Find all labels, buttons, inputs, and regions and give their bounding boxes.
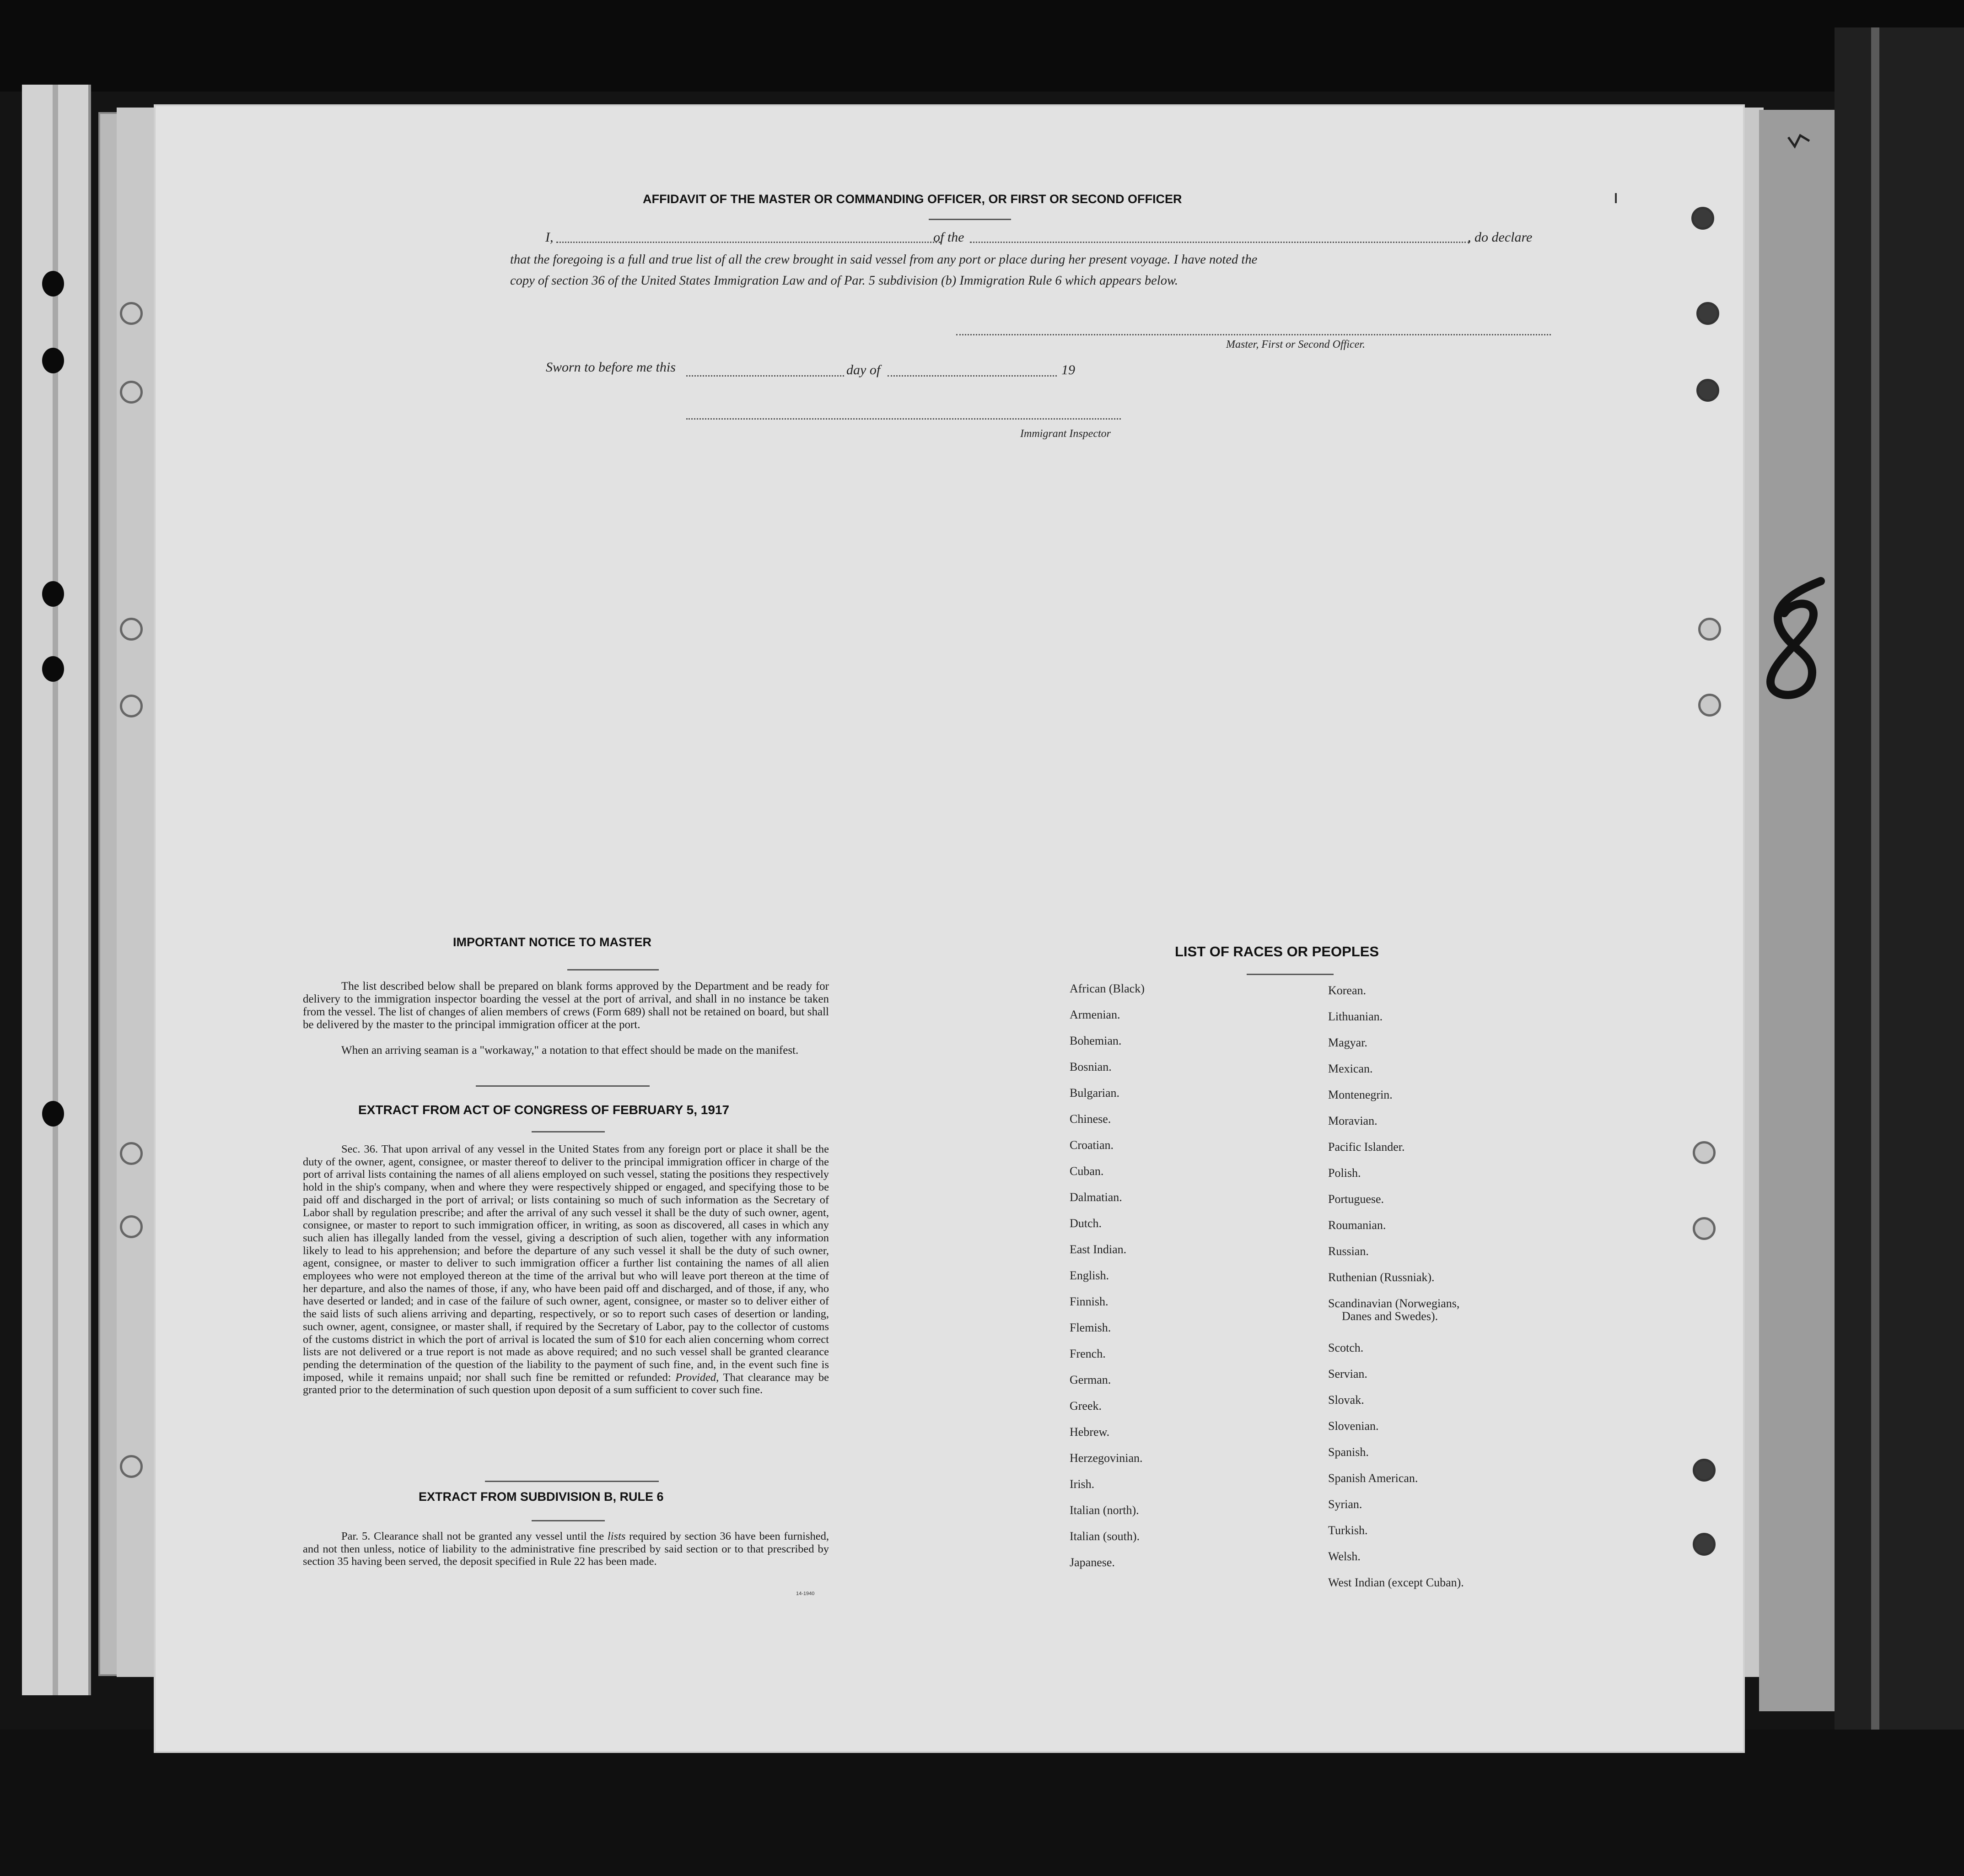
sworn-day-line [686, 375, 844, 377]
notice-divider [476, 1085, 650, 1087]
handwritten-page-number-8 [1752, 572, 1844, 709]
race-list-item: Bohemian. [1070, 1034, 1122, 1047]
race-list-item: Bulgarian. [1070, 1086, 1120, 1100]
race-list-item: East Indian. [1070, 1243, 1127, 1256]
race-list-item: West Indian (except Cuban). [1328, 1576, 1464, 1589]
race-list-item: Croatian. [1070, 1138, 1114, 1152]
race-list-item: Flemish. [1070, 1321, 1111, 1334]
race-list-item: Spanish American. [1328, 1472, 1418, 1485]
race-list-item: French. [1070, 1347, 1106, 1360]
punch-hole [42, 271, 64, 296]
name-field-line [556, 242, 941, 243]
race-list-item: African (Black) [1070, 982, 1145, 995]
race-list-item: Syrian. [1328, 1498, 1362, 1511]
binder-ring-icon [120, 1215, 143, 1238]
affidavit-line-3: copy of section 36 of the United States Immigration Law and of Par. 5 subdivision (b) Immigration Rule 6 which appears below. [510, 274, 1178, 288]
binder-ring-icon [1696, 302, 1719, 325]
sec-36-body: That upon arrival of any vessel in the United States from any foreign port or place it shall be the duty of the owner, agent, consignee, or master thereof to deliver to the principal immigration officer in charge of the port of arrival lists containing the names of all aliens employed on such vessel, stating the positions they respectively hold in the ship's company, when and where they were respectively shipped or engaged, and specifying those to be paid off and discharged in the port of arrival; or lists containing so much of such information as the Secretary of Labor shall by regulation prescribe; and after the arrival of any such vessel it shall be the duty of such owner, agent, consignee, or master to report to such immigration officer, in writing, as soon as discovered, all cases in which any such alien has illegally landed from the vessel, giving a description of such alien, together with any information likely to lead to his apprehension; and before the departure of any such vessel it shall be the duty of such owner, agent, consignee, or master to deliver to such immigration officer a further list containing the names of all alien employees who were not employed thereon at the time of the arrival but who will leave port thereon at the time of her departure, and also the names of those, if any, who have been paid off and discharged, and of those, if any, who have deserted or landed; and in case of the failure of such owner, agent, consignee, or master so to deliver either of the said lists of such aliens arriving and departing, respectively, or so to report such cases of desertion or landing, such owner, agent, consignee, or master shall, if required by the Secretary of Labor, pay to the collector of customs of the customs district in which the port of arrival is located the sum of $10 for each alien concerning whom correct lists are not delivered or a true report is not made as above required; and no such vessel shall be granted clearance pending the determination of the question of the liability to the payment of such fine, and, in the event such fine is imposed, while it remains unpaid; nor shall such fine be remitted or refunded: [303, 1143, 829, 1384]
rule-extract-title: EXTRACT FROM SUBDIVISION B, RULE 6 [419, 1490, 664, 1504]
page-tick-mark [1615, 193, 1617, 203]
master-signature-line [956, 334, 1551, 335]
sec-36-end: That clearance may be granted prior to the determination of such question upon deposit of a sum sufficient to cover such fine. [303, 1371, 829, 1396]
race-list-item: Hebrew. [1070, 1425, 1110, 1439]
left-strip-fold [53, 85, 58, 1695]
inspector-signature-line [686, 418, 1121, 420]
race-list-item: Italian (north). [1070, 1504, 1139, 1517]
punch-hole [42, 348, 64, 373]
right-sheet-edge [1759, 110, 1835, 1711]
race-list-item: Montenegrin. [1328, 1088, 1393, 1101]
sec-36-label: Sec. 36. [341, 1143, 378, 1155]
races-right-column [1328, 984, 1648, 1606]
race-list-item: English. [1070, 1269, 1109, 1282]
races-title: LIST OF RACES OR PEOPLES [1175, 943, 1379, 960]
race-list-item: Russian. [1328, 1245, 1369, 1258]
race-list-item: Slovak. [1328, 1393, 1364, 1407]
race-list-item: Greek. [1070, 1399, 1102, 1412]
rule-extract-rule [532, 1520, 605, 1521]
race-list-item: Japanese. [1070, 1556, 1115, 1569]
binder-bar [1871, 27, 1879, 1876]
race-list-item: Roumanian. [1328, 1218, 1386, 1232]
provided-label: Provided, [675, 1371, 719, 1384]
scanner-backdrop-right [1835, 27, 1964, 1876]
form-code: 14-1940 [796, 1591, 815, 1596]
punch-hole [42, 1101, 64, 1127]
act-extract-text [303, 1143, 829, 1396]
binder-ring-icon [1693, 1533, 1716, 1556]
binder-ring-icon [120, 1142, 143, 1165]
race-list-item: Armenian. [1070, 1008, 1120, 1021]
rule-extract-text [303, 1530, 829, 1568]
race-list-item: Herzegovinian. [1070, 1451, 1143, 1465]
race-list-item: Welsh. [1328, 1550, 1361, 1563]
scanner-backdrop-bottom [0, 1730, 1964, 1876]
binder-ring-icon [1698, 694, 1721, 717]
race-list-item: Chinese. [1070, 1112, 1111, 1126]
race-list-item: Danes and Swedes). [1342, 1310, 1438, 1323]
sworn-label: Sworn to before me this [546, 360, 676, 375]
notice-paragraph-2: When an arriving seaman is a "workaway," a notation to that effect should be made on the manifest. [341, 1044, 799, 1057]
year-label: 19 [1061, 362, 1075, 377]
act-divider [485, 1481, 659, 1482]
affidavit-line-2: that the foregoing is a full and true list of all the crew brought in said vessel from any port or place during her present voyage. I have noted the [510, 253, 1258, 267]
race-list-item: Finnish. [1070, 1295, 1108, 1308]
race-list-item: Dutch. [1070, 1217, 1102, 1230]
binder-ring-icon [1698, 618, 1721, 641]
race-list-item: Cuban. [1070, 1164, 1104, 1178]
race-list-item: Scandinavian (Norwegians, [1328, 1297, 1460, 1310]
punch-hole [42, 656, 64, 682]
notice-paragraph-1: The list described below shall be prepared on blank forms approved by the Department and be ready for delivery to the immigration inspector boarding the vessel at the port of arrival, and shall in no instance be taken from the vessel. The list of changes of alien members of crews (Form 689) shall not be retained on board, but shall be delivered by the master to the principal immigration officer at the port. [303, 980, 829, 1031]
race-list-item: German. [1070, 1373, 1111, 1386]
rule-text-start: Par. 5. Clearance shall not be granted any vessel until the [341, 1530, 604, 1542]
race-list-item: Irish. [1070, 1477, 1095, 1491]
binder-ring-icon [120, 618, 143, 641]
binder-ring-icon [1693, 1217, 1716, 1240]
handwritten-check-mark [1786, 133, 1814, 151]
binder-ring-icon [120, 695, 143, 717]
race-list-item: Mexican. [1328, 1062, 1373, 1075]
race-list-item: Bosnian. [1070, 1060, 1112, 1073]
race-list-item: Polish. [1328, 1166, 1361, 1180]
race-list-item: Servian. [1328, 1367, 1367, 1380]
vessel-field-line [970, 242, 1469, 243]
affidavit-of-the-label: of the [933, 230, 964, 245]
sworn-month-line [888, 375, 1057, 377]
race-list-item: Scotch. [1328, 1341, 1364, 1354]
race-list-item: Ruthenian (Russniak). [1328, 1271, 1435, 1284]
race-list-item: Turkish. [1328, 1524, 1368, 1537]
notice-title: IMPORTANT NOTICE TO MASTER [453, 935, 651, 949]
day-of-label: day of [846, 362, 881, 377]
binder-ring-icon [1696, 379, 1719, 402]
rule-text-end: required by section 36 have been furnished, and not then unless, notice of liability to the administrative fine prescribed by said section or to that prescribed by section 35 having been served, the deposit specified in Rule 22 has been made. [303, 1530, 829, 1568]
binder-ring-icon [1691, 207, 1714, 230]
binder-ring-icon [120, 381, 143, 404]
race-list-item: Slovenian. [1328, 1419, 1379, 1433]
document-page [156, 106, 1743, 1751]
binder-ring-icon [120, 1455, 143, 1478]
scanner-backdrop-top [0, 0, 1964, 92]
binder-ring-icon [120, 302, 143, 325]
notice-rule [567, 969, 659, 970]
check-stroke [1788, 135, 1809, 146]
handwritten-stroke [1770, 581, 1821, 695]
master-signature-caption: Master, First or Second Officer. [1226, 339, 1365, 350]
affidavit-declare-label: , do declare [1468, 230, 1533, 245]
race-list-item: Dalmatian. [1070, 1191, 1122, 1204]
affidavit-title: AFFIDAVIT OF THE MASTER OR COMMANDING OFFICER, OR FIRST OR SECOND OFFICER [643, 192, 1182, 206]
affidavit-i-label: I, [545, 230, 554, 245]
race-list-item: Portuguese. [1328, 1192, 1384, 1206]
act-extract-title: EXTRACT FROM ACT OF CONGRESS OF FEBRUARY 5, 1917 [358, 1103, 730, 1117]
race-list-item: Korean. [1328, 984, 1367, 997]
race-list-item: Italian (south). [1070, 1530, 1140, 1543]
races-left-column [1070, 982, 1344, 1604]
race-list-item: Spanish. [1328, 1445, 1369, 1459]
binder-ring-icon [1693, 1141, 1716, 1164]
punch-hole [42, 581, 64, 607]
title-rule [929, 219, 1011, 220]
races-rule [1247, 974, 1334, 975]
race-list-item: Moravian. [1328, 1114, 1377, 1127]
race-list-item: Pacific Islander. [1328, 1140, 1405, 1154]
binder-ring-icon [1693, 1459, 1716, 1482]
inspector-caption: Immigrant Inspector [1020, 428, 1111, 440]
race-list-item: Lithuanian. [1328, 1010, 1383, 1023]
lists-word: lists [607, 1530, 626, 1542]
race-list-item: Magyar. [1328, 1036, 1367, 1049]
act-extract-rule [532, 1131, 605, 1132]
